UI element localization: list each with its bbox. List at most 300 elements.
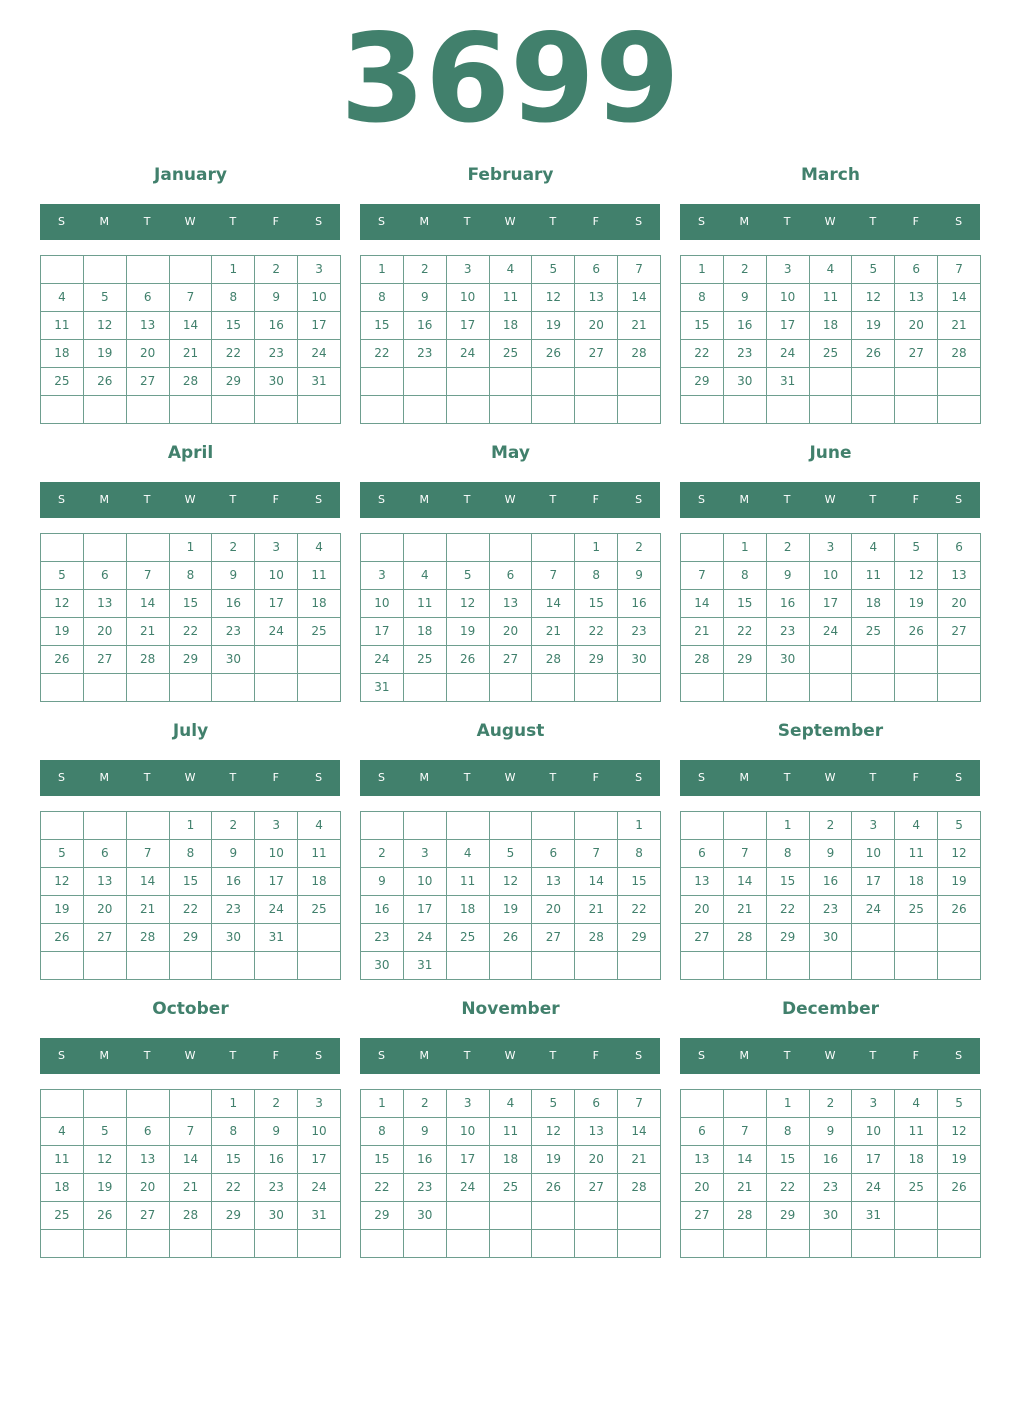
day-cell: 21 (127, 618, 170, 646)
empty-cell (852, 924, 895, 952)
day-cell: 31 (255, 924, 298, 952)
day-cell: 22 (170, 896, 213, 924)
day-cell: 3 (298, 1090, 341, 1118)
day-cell: 10 (852, 1118, 895, 1146)
day-cell: 12 (532, 284, 575, 312)
day-cell: 28 (575, 924, 618, 952)
weekday-label: W (824, 1049, 836, 1062)
weekday-label: S (955, 493, 963, 506)
day-cell: 8 (170, 840, 213, 868)
weekday-label: M (99, 771, 110, 784)
weekday-label: S (57, 1049, 65, 1062)
day-cell: 30 (767, 646, 810, 674)
day-cell: 16 (255, 312, 298, 340)
day-cell: 18 (404, 618, 447, 646)
empty-cell (447, 812, 490, 840)
day-cell: 29 (618, 924, 661, 952)
day-cell: 17 (255, 590, 298, 618)
day-grid (680, 255, 981, 424)
empty-cell (895, 1202, 938, 1230)
day-cell: 30 (212, 646, 255, 674)
day-cell: 7 (127, 562, 170, 590)
day-grid (360, 533, 661, 702)
day-cell: 12 (852, 284, 895, 312)
day-cell: 14 (532, 590, 575, 618)
day-cell: 17 (852, 1146, 895, 1174)
empty-cell (895, 924, 938, 952)
day-cell: 10 (404, 868, 447, 896)
empty-cell (618, 368, 661, 396)
day-cell: 14 (575, 868, 618, 896)
day-cell: 3 (810, 534, 853, 562)
day-cell: 27 (490, 646, 533, 674)
day-cell: 24 (298, 340, 341, 368)
empty-cell (84, 952, 127, 980)
day-cell: 28 (127, 924, 170, 952)
day-cell: 9 (767, 562, 810, 590)
month-title: January (154, 165, 227, 185)
empty-cell (447, 534, 490, 562)
day-cell: 24 (810, 618, 853, 646)
day-cell: 25 (810, 340, 853, 368)
day-cell: 27 (575, 340, 618, 368)
weekday-label: S (635, 215, 643, 228)
weekday-label: M (739, 771, 750, 784)
empty-cell (255, 952, 298, 980)
weekday-label: W (504, 771, 516, 784)
empty-cell (170, 256, 213, 284)
day-cell: 15 (767, 1146, 810, 1174)
day-cell: 24 (447, 1174, 490, 1202)
day-cell: 13 (681, 868, 724, 896)
day-cell: 21 (618, 1146, 661, 1174)
empty-cell (41, 674, 84, 702)
empty-cell (810, 396, 853, 424)
day-cell: 21 (170, 340, 213, 368)
day-cell: 16 (361, 896, 404, 924)
day-cell: 7 (532, 562, 575, 590)
day-cell: 27 (575, 1174, 618, 1202)
day-cell: 20 (127, 340, 170, 368)
weekday-label: S (315, 1049, 323, 1062)
day-cell: 18 (298, 590, 341, 618)
weekday-header (40, 482, 340, 518)
day-cell: 19 (532, 312, 575, 340)
day-cell: 11 (298, 840, 341, 868)
empty-cell (681, 812, 724, 840)
day-cell: 5 (84, 1118, 127, 1146)
weekday-label: S (57, 493, 65, 506)
day-cell: 11 (404, 590, 447, 618)
day-cell: 17 (298, 1146, 341, 1174)
day-cell: 12 (84, 1146, 127, 1174)
day-cell: 30 (255, 368, 298, 396)
day-cell: 21 (618, 312, 661, 340)
day-grid (680, 811, 981, 980)
weekday-header (40, 204, 340, 240)
day-cell: 16 (810, 1146, 853, 1174)
day-cell: 5 (84, 284, 127, 312)
day-cell: 17 (447, 312, 490, 340)
day-cell: 11 (810, 284, 853, 312)
day-cell: 22 (767, 1174, 810, 1202)
empty-cell (938, 1202, 981, 1230)
weekday-label: M (419, 215, 430, 228)
day-cell: 22 (767, 896, 810, 924)
day-cell: 24 (361, 646, 404, 674)
weekday-label: M (739, 493, 750, 506)
weekday-label: M (99, 493, 110, 506)
day-cell: 25 (41, 1202, 84, 1230)
day-cell: 13 (84, 868, 127, 896)
month-title: July (172, 721, 209, 741)
weekday-label: T (869, 771, 877, 784)
empty-cell (724, 1230, 767, 1258)
empty-cell (895, 646, 938, 674)
day-cell: 11 (490, 1118, 533, 1146)
day-cell: 23 (404, 340, 447, 368)
day-cell: 20 (575, 312, 618, 340)
empty-cell (575, 1202, 618, 1230)
day-grid (40, 811, 341, 980)
day-cell: 6 (575, 1090, 618, 1118)
day-cell: 1 (361, 1090, 404, 1118)
day-cell: 12 (938, 1118, 981, 1146)
day-cell: 23 (212, 896, 255, 924)
empty-cell (447, 952, 490, 980)
empty-cell (681, 1230, 724, 1258)
empty-cell (298, 924, 341, 952)
day-cell: 17 (852, 868, 895, 896)
weekday-label: M (739, 215, 750, 228)
day-cell: 18 (852, 590, 895, 618)
day-cell: 30 (724, 368, 767, 396)
empty-cell (361, 534, 404, 562)
day-cell: 22 (212, 1174, 255, 1202)
empty-cell (212, 396, 255, 424)
weekday-label: M (419, 771, 430, 784)
empty-cell (41, 1090, 84, 1118)
day-cell: 1 (170, 812, 213, 840)
day-cell: 12 (84, 312, 127, 340)
day-cell: 15 (170, 590, 213, 618)
empty-cell (127, 1230, 170, 1258)
weekday-label: T (783, 771, 791, 784)
empty-cell (84, 396, 127, 424)
day-cell: 17 (255, 868, 298, 896)
weekday-label: T (143, 215, 151, 228)
day-cell: 1 (212, 1090, 255, 1118)
day-cell: 4 (852, 534, 895, 562)
day-cell: 29 (170, 924, 213, 952)
day-cell: 13 (575, 1118, 618, 1146)
day-cell: 6 (681, 840, 724, 868)
day-cell: 18 (490, 312, 533, 340)
day-cell: 16 (212, 590, 255, 618)
empty-cell (681, 674, 724, 702)
empty-cell (212, 1230, 255, 1258)
empty-cell (575, 368, 618, 396)
day-cell: 18 (895, 868, 938, 896)
day-cell: 2 (404, 1090, 447, 1118)
day-cell: 16 (404, 312, 447, 340)
day-cell: 12 (938, 840, 981, 868)
day-cell: 17 (298, 312, 341, 340)
weekday-label: S (697, 1049, 705, 1062)
day-cell: 8 (575, 562, 618, 590)
month-title: April (167, 443, 214, 463)
day-cell: 14 (618, 284, 661, 312)
empty-cell (767, 952, 810, 980)
day-cell: 21 (532, 618, 575, 646)
day-cell: 24 (447, 340, 490, 368)
empty-cell (212, 674, 255, 702)
day-cell: 2 (361, 840, 404, 868)
day-cell: 4 (41, 284, 84, 312)
day-cell: 9 (212, 562, 255, 590)
day-cell: 22 (361, 1174, 404, 1202)
day-cell: 10 (298, 1118, 341, 1146)
empty-cell (724, 1090, 767, 1118)
day-cell: 4 (41, 1118, 84, 1146)
day-cell: 23 (810, 896, 853, 924)
day-grid (360, 255, 661, 424)
empty-cell (575, 1230, 618, 1258)
day-cell: 2 (255, 256, 298, 284)
weekday-label: S (377, 215, 385, 228)
day-cell: 19 (532, 1146, 575, 1174)
weekday-header (680, 204, 980, 240)
day-cell: 29 (212, 1202, 255, 1230)
empty-cell (404, 674, 447, 702)
weekday-label: S (315, 215, 323, 228)
empty-cell (490, 674, 533, 702)
empty-cell (767, 1230, 810, 1258)
empty-cell (852, 674, 895, 702)
empty-cell (532, 1230, 575, 1258)
day-cell: 18 (298, 868, 341, 896)
day-cell: 2 (810, 812, 853, 840)
empty-cell (810, 646, 853, 674)
day-cell: 27 (127, 1202, 170, 1230)
day-cell: 6 (938, 534, 981, 562)
weekday-header (360, 1038, 660, 1074)
day-cell: 25 (41, 368, 84, 396)
day-cell: 24 (767, 340, 810, 368)
empty-cell (490, 396, 533, 424)
weekday-label: T (869, 1049, 877, 1062)
weekday-label: S (315, 493, 323, 506)
empty-cell (490, 812, 533, 840)
day-cell: 9 (618, 562, 661, 590)
day-cell: 16 (724, 312, 767, 340)
day-cell: 1 (618, 812, 661, 840)
day-cell: 12 (41, 868, 84, 896)
weekday-label: T (229, 493, 237, 506)
day-cell: 12 (490, 868, 533, 896)
day-cell: 15 (575, 590, 618, 618)
day-cell: 6 (895, 256, 938, 284)
day-cell: 15 (361, 312, 404, 340)
weekday-label: F (272, 771, 279, 784)
day-cell: 24 (852, 1174, 895, 1202)
weekday-label: T (463, 1049, 471, 1062)
empty-cell (810, 674, 853, 702)
empty-cell (361, 396, 404, 424)
day-grid (360, 811, 661, 980)
empty-cell (852, 396, 895, 424)
day-cell: 3 (852, 1090, 895, 1118)
day-cell: 2 (724, 256, 767, 284)
day-cell: 16 (767, 590, 810, 618)
weekday-label: T (463, 215, 471, 228)
day-cell: 29 (170, 646, 213, 674)
day-cell: 18 (895, 1146, 938, 1174)
day-cell: 31 (852, 1202, 895, 1230)
day-cell: 31 (298, 1202, 341, 1230)
weekday-label: T (549, 1049, 557, 1062)
day-cell: 29 (575, 646, 618, 674)
weekday-label: T (549, 771, 557, 784)
day-cell: 22 (170, 618, 213, 646)
weekday-label: S (377, 1049, 385, 1062)
empty-cell (681, 534, 724, 562)
weekday-label: S (377, 771, 385, 784)
day-cell: 20 (532, 896, 575, 924)
day-cell: 25 (895, 1174, 938, 1202)
empty-cell (447, 674, 490, 702)
empty-cell (127, 952, 170, 980)
day-cell: 23 (724, 340, 767, 368)
day-cell: 26 (84, 1202, 127, 1230)
day-cell: 21 (170, 1174, 213, 1202)
empty-cell (255, 396, 298, 424)
day-cell: 18 (490, 1146, 533, 1174)
weekday-label: W (504, 493, 516, 506)
day-cell: 31 (298, 368, 341, 396)
weekday-label: W (824, 771, 836, 784)
weekday-label: W (184, 215, 196, 228)
day-cell: 17 (447, 1146, 490, 1174)
year-title: 3699 (340, 8, 680, 150)
empty-cell (447, 1230, 490, 1258)
weekday-label: F (272, 1049, 279, 1062)
day-cell: 9 (361, 868, 404, 896)
empty-cell (724, 674, 767, 702)
empty-cell (404, 534, 447, 562)
empty-cell (84, 534, 127, 562)
day-cell: 3 (255, 812, 298, 840)
day-cell: 11 (41, 312, 84, 340)
day-cell: 31 (767, 368, 810, 396)
day-cell: 25 (298, 618, 341, 646)
empty-cell (170, 952, 213, 980)
day-cell: 5 (447, 562, 490, 590)
day-cell: 17 (767, 312, 810, 340)
empty-cell (255, 646, 298, 674)
weekday-label: F (912, 493, 919, 506)
day-cell: 25 (447, 924, 490, 952)
day-cell: 5 (532, 1090, 575, 1118)
empty-cell (938, 368, 981, 396)
day-cell: 2 (212, 812, 255, 840)
day-cell: 17 (361, 618, 404, 646)
day-cell: 28 (618, 1174, 661, 1202)
day-cell: 2 (810, 1090, 853, 1118)
day-grid (40, 255, 341, 424)
empty-cell (618, 952, 661, 980)
weekday-label: F (592, 1049, 599, 1062)
month-title: August (476, 721, 545, 741)
day-cell: 3 (298, 256, 341, 284)
day-cell: 26 (532, 340, 575, 368)
day-cell: 7 (575, 840, 618, 868)
day-cell: 23 (810, 1174, 853, 1202)
day-cell: 10 (810, 562, 853, 590)
day-cell: 26 (84, 368, 127, 396)
weekday-label: T (143, 771, 151, 784)
day-cell: 10 (298, 284, 341, 312)
day-cell: 15 (170, 868, 213, 896)
weekday-label: S (635, 1049, 643, 1062)
day-cell: 6 (681, 1118, 724, 1146)
empty-cell (618, 396, 661, 424)
day-cell: 6 (84, 562, 127, 590)
day-cell: 27 (84, 646, 127, 674)
day-cell: 19 (84, 1174, 127, 1202)
day-cell: 9 (810, 1118, 853, 1146)
empty-cell (447, 396, 490, 424)
weekday-label: T (783, 1049, 791, 1062)
day-cell: 26 (938, 896, 981, 924)
empty-cell (532, 674, 575, 702)
day-cell: 13 (681, 1146, 724, 1174)
day-cell: 12 (895, 562, 938, 590)
day-cell: 2 (767, 534, 810, 562)
day-cell: 27 (532, 924, 575, 952)
weekday-label: F (592, 215, 599, 228)
empty-cell (681, 952, 724, 980)
day-cell: 3 (852, 812, 895, 840)
weekday-label: T (463, 771, 471, 784)
day-cell: 19 (938, 1146, 981, 1174)
day-cell: 14 (170, 1146, 213, 1174)
day-cell: 8 (212, 284, 255, 312)
day-cell: 10 (447, 1118, 490, 1146)
empty-cell (895, 674, 938, 702)
day-cell: 11 (41, 1146, 84, 1174)
empty-cell (618, 1230, 661, 1258)
day-cell: 26 (938, 1174, 981, 1202)
day-cell: 17 (810, 590, 853, 618)
empty-cell (895, 368, 938, 396)
day-cell: 7 (724, 840, 767, 868)
month-title: June (809, 443, 852, 463)
day-cell: 16 (212, 868, 255, 896)
day-cell: 2 (404, 256, 447, 284)
day-cell: 20 (681, 896, 724, 924)
weekday-label: W (504, 215, 516, 228)
empty-cell (255, 1230, 298, 1258)
empty-cell (84, 1230, 127, 1258)
weekday-label: T (463, 493, 471, 506)
day-cell: 1 (170, 534, 213, 562)
day-grid (40, 533, 341, 702)
day-cell: 5 (938, 1090, 981, 1118)
weekday-label: S (955, 1049, 963, 1062)
day-cell: 4 (404, 562, 447, 590)
day-cell: 15 (212, 312, 255, 340)
